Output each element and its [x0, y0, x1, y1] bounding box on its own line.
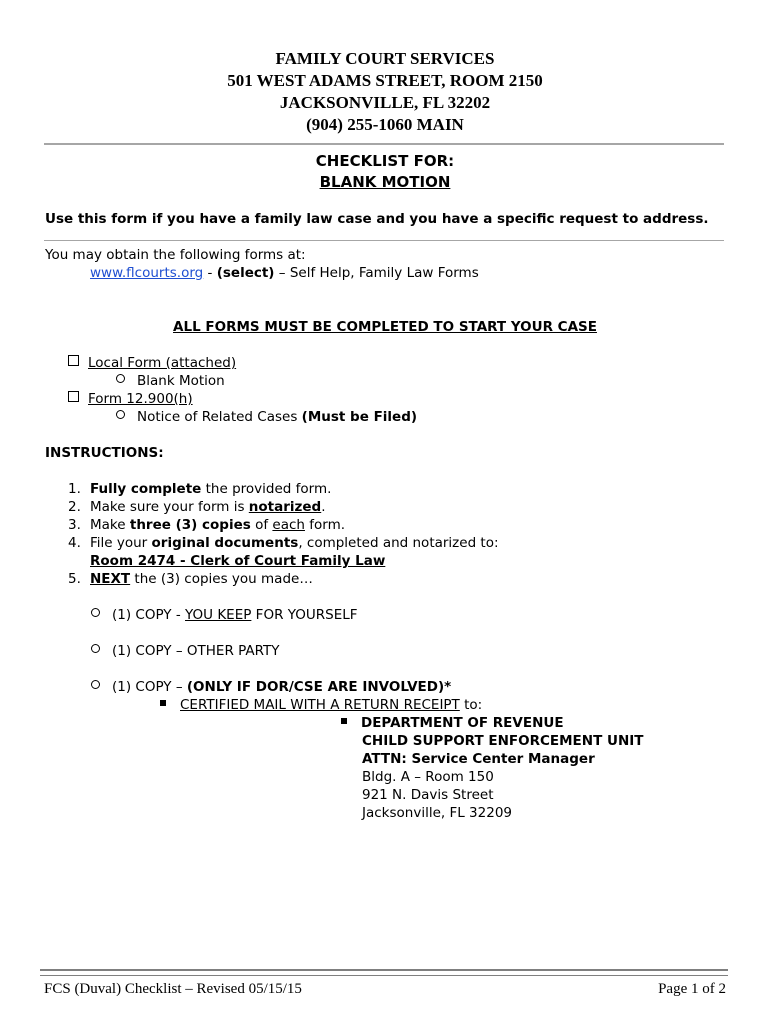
checkbox-icon[interactable] [68, 391, 79, 402]
copy-2 [91, 642, 280, 660]
square-bullet-icon [341, 718, 347, 724]
address-line-3: ATTN: Service Center Manager [362, 751, 595, 767]
step-1 [68, 480, 331, 498]
circle-bullet-icon [116, 374, 125, 383]
certified-mail [160, 696, 482, 714]
step-number: 5. [68, 571, 81, 587]
form-12900h-sub-label: Notice of Related Cases [137, 409, 302, 425]
obtain-rest: – Self Help, Family Law Forms [274, 265, 479, 281]
step-4-post: , completed and notarized to: [298, 535, 499, 551]
certified-mail-post: to: [459, 697, 483, 713]
certified-mail-text: CERTIFIED MAIL WITH A RETURN RECEIPT [180, 697, 460, 713]
header-line-2: 501 WEST ADAMS STREET, ROOM 2150 [227, 71, 543, 90]
checklist-subtitle-text: BLANK MOTION [319, 173, 451, 191]
step-3-pre: Make [90, 517, 130, 533]
copy-1 [91, 606, 358, 624]
step-4 [68, 534, 499, 552]
step-number: 1. [68, 481, 81, 497]
step-2-post: . [321, 499, 326, 515]
circle-bullet-icon [91, 608, 100, 617]
all-forms-heading [0, 318, 770, 336]
form-12900h-label: Form 12.900(h) [88, 391, 193, 407]
step-5 [68, 570, 313, 588]
header-line-4: (904) 255-1060 MAIN [306, 115, 464, 134]
step-number: 2. [68, 499, 81, 515]
step-number: 4. [68, 535, 81, 551]
footer-page-number: Page 1 of 2 [658, 981, 726, 997]
intro-divider [44, 240, 724, 241]
step-5-rest: the (3) copies you made… [130, 571, 313, 587]
step-5-bold: NEXT [90, 571, 131, 587]
step-number: 3. [68, 517, 81, 533]
must-be-filed: (Must be Filed) [301, 409, 418, 425]
step-3-each: each [272, 517, 305, 533]
address-line-1 [341, 714, 564, 732]
step-2-bold: notarized [248, 499, 322, 515]
address-line-6: Jacksonville, FL 32209 [362, 805, 512, 821]
step-3-post: form. [304, 517, 346, 533]
obtain-select: (select) [216, 265, 275, 281]
step-1-rest: the provided form. [201, 481, 332, 497]
header-line-3: JACKSONVILLE, FL 32202 [279, 93, 491, 112]
copy-2-text: (1) COPY – OTHER PARTY [112, 643, 280, 659]
step-3 [68, 516, 345, 534]
intro-text: Use this form if you have a family law case and you have a specific request to address. [45, 211, 709, 227]
address-line-1-text: DEPARTMENT OF REVENUE [361, 715, 564, 731]
footer-divider [40, 969, 728, 976]
flcourts-link[interactable]: www.flcourts.org [90, 265, 204, 281]
form-12900h-sub [116, 408, 417, 426]
obtain-link-line [90, 264, 479, 282]
step-4-room [90, 552, 385, 570]
local-form-sub [116, 372, 225, 390]
copy-1-pre: (1) COPY - [112, 607, 186, 623]
circle-bullet-icon [116, 410, 125, 419]
local-form-sub-label: Blank Motion [137, 373, 225, 389]
address-line-2: CHILD SUPPORT ENFORCEMENT UNIT [362, 733, 644, 749]
step-2-pre: Make sure your form is [90, 499, 249, 515]
step-4-room-text: Room 2474 - Clerk of Court Family Law [90, 553, 386, 569]
all-forms-text: ALL FORMS MUST BE COMPLETED TO START YOUR CASE [173, 319, 597, 335]
form-12900h-item [68, 390, 193, 408]
obtain-text: You may obtain the following forms at: [45, 247, 306, 263]
step-1-bold: Fully complete [90, 481, 202, 497]
checklist-subtitle [0, 172, 770, 192]
local-form-label: Local Form (attached) [88, 355, 237, 371]
copy-3-bold: (ONLY IF DOR/CSE ARE INVOLVED)* [186, 679, 452, 695]
copy-1-you-keep: YOU KEEP [185, 607, 252, 623]
instructions-label: INSTRUCTIONS: [45, 445, 164, 461]
step-3-mid: of [250, 517, 273, 533]
address-line-5: 921 N. Davis Street [362, 787, 494, 803]
step-2 [68, 498, 326, 516]
step-3-bold: three (3) copies [129, 517, 251, 533]
square-bullet-icon [160, 700, 166, 706]
footer-revision: FCS (Duval) Checklist – Revised 05/15/15 [44, 981, 302, 997]
obtain-separator: - [203, 265, 217, 281]
step-4-bold: original documents [151, 535, 299, 551]
local-form-item [68, 354, 236, 372]
checkbox-icon[interactable] [68, 355, 79, 366]
circle-bullet-icon [91, 680, 100, 689]
header-line-1: FAMILY COURT SERVICES [275, 49, 495, 68]
address-line-4: Bldg. A – Room 150 [362, 769, 494, 785]
copy-1-post: FOR YOURSELF [251, 607, 358, 623]
step-4-pre: File your [90, 535, 152, 551]
copy-3-pre: (1) COPY – [112, 679, 187, 695]
circle-bullet-icon [91, 644, 100, 653]
checklist-title: CHECKLIST FOR: [315, 152, 455, 170]
header-divider [44, 143, 724, 145]
copy-3 [91, 678, 451, 696]
